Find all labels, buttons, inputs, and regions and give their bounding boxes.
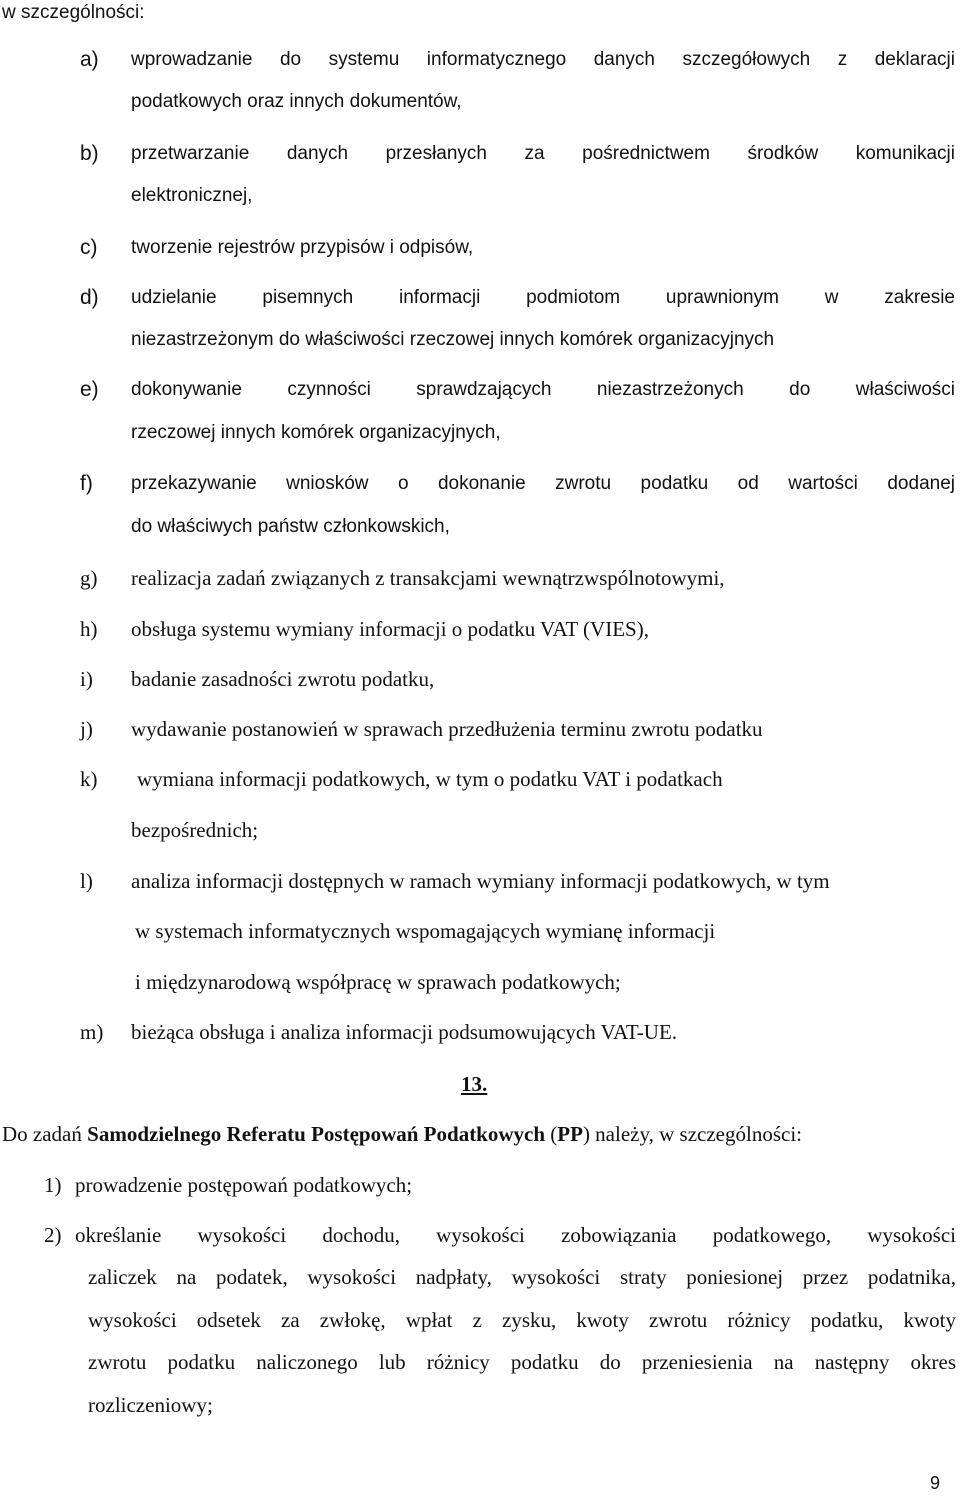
list-item-b-line-1: przetwarzanie danych przesłanych za pośrednictwem środków komunikacji xyxy=(131,143,955,164)
list-item-l-line-2: w systemach informatycznych wspomagających wymianę informacji xyxy=(135,919,716,943)
list-label-k: k) xyxy=(80,767,98,791)
list-label-b: b) xyxy=(80,142,99,165)
numbered-item-2-line-4: zwrotu podatku naliczonego lub różnicy podatku do przeniesienia na następny okres xyxy=(88,1350,956,1374)
list-item-b-line-2: elektronicznej, xyxy=(131,185,253,206)
section-intro-unit-code: PP xyxy=(557,1122,583,1146)
list-label-i: i) xyxy=(80,667,93,691)
list-item-i-line-1: badanie zasadności zwrotu podatku, xyxy=(131,667,435,691)
list-label-g: g) xyxy=(80,566,98,590)
list-item-f-line-1: przekazywanie wniosków o dokonanie zwrotu podatku od wartości dodanej xyxy=(131,473,955,494)
list-item-h-line-1: obsługa systemu wymiany informacji o podatku VAT (VIES), xyxy=(131,617,649,641)
list-label-m: m) xyxy=(80,1020,104,1044)
list-item-a-line-2: podatkowych oraz innych dokumentów, xyxy=(131,91,462,112)
section-intro xyxy=(2,1121,802,1147)
numbered-label-1: 1) xyxy=(44,1173,62,1197)
list-label-h: h) xyxy=(80,617,98,641)
section-intro-unit-name: Samodzielnego Referatu Postępowań Podatkowych xyxy=(87,1122,546,1146)
page-number: 9 xyxy=(930,1473,941,1493)
numbered-item-1-line-1: prowadzenie postępowań podatkowych; xyxy=(75,1173,413,1197)
list-item-d-line-2: niezastrzeżonym do właściwości rzeczowej innych komórek organizacyjnych xyxy=(131,329,775,350)
numbered-item-2-line-5: rozliczeniowy; xyxy=(88,1393,213,1417)
list-item-k-line-2: bezpośrednich; xyxy=(131,818,259,842)
section-intro-after: ) należy, w szczególności: xyxy=(582,1122,802,1146)
section-intro-middle: ( xyxy=(545,1122,558,1146)
section-number: 13. xyxy=(461,1072,488,1096)
list-item-j-line-1: wydawanie postanowień w sprawach przedłużenia terminu zwrotu podatku xyxy=(131,717,763,741)
list-item-c-line-1: tworzenie rejestrów przypisów i odpisów, xyxy=(131,237,474,258)
numbered-item-2-line-1: określanie wysokości dochodu, wysokości zobowiązania podatkowego, wysokości xyxy=(75,1223,956,1247)
section-intro-before: Do zadań xyxy=(2,1122,88,1146)
list-label-l: l) xyxy=(80,869,93,893)
list-item-e-line-1: dokonywanie czynności sprawdzających niezastrzeżonych do właściwości xyxy=(131,379,955,400)
list-label-a: a) xyxy=(80,48,99,71)
list-label-j: j) xyxy=(80,717,93,741)
list-item-d-line-1: udzielanie pisemnych informacji podmiotom uprawnionym w zakresie xyxy=(131,287,955,308)
list-label-f: f) xyxy=(80,472,93,495)
list-label-e: e) xyxy=(80,378,99,401)
list-item-l-line-1: analiza informacji dostępnych w ramach wymiany informacji podatkowych, w tym xyxy=(131,869,830,893)
intro-text: w szczególności: xyxy=(2,2,145,23)
list-item-k-line-1: wymiana informacji podatkowych, w tym o podatku VAT i podatkach xyxy=(137,767,723,791)
list-item-g-line-1: realizacja zadań związanych z transakcjami wewnątrzwspólnotowymi, xyxy=(131,566,725,590)
list-label-d: d) xyxy=(80,286,99,309)
numbered-item-2-line-3: wysokości odsetek za zwłokę, wpłat z zysku, kwoty zwrotu różnicy podatku, kwoty xyxy=(88,1308,956,1332)
numbered-item-2-line-2: zaliczek na podatek, wysokości nadpłaty, wysokości straty poniesionej przez podatnika, xyxy=(88,1265,956,1289)
list-item-m-line-1: bieżąca obsługa i analiza informacji podsumowujących VAT-UE. xyxy=(131,1020,678,1044)
numbered-label-2: 2) xyxy=(44,1223,62,1247)
list-item-l-line-3: i międzynarodową współpracę w sprawach podatkowych; xyxy=(135,970,621,994)
list-label-c: c) xyxy=(80,236,98,259)
list-item-a-line-1: wprowadzanie do systemu informatycznego danych szczegółowych z deklaracji xyxy=(131,49,955,70)
list-item-e-line-2: rzeczowej innych komórek organizacyjnych, xyxy=(131,422,501,443)
list-item-f-line-2: do właściwych państw członkowskich, xyxy=(131,516,450,537)
